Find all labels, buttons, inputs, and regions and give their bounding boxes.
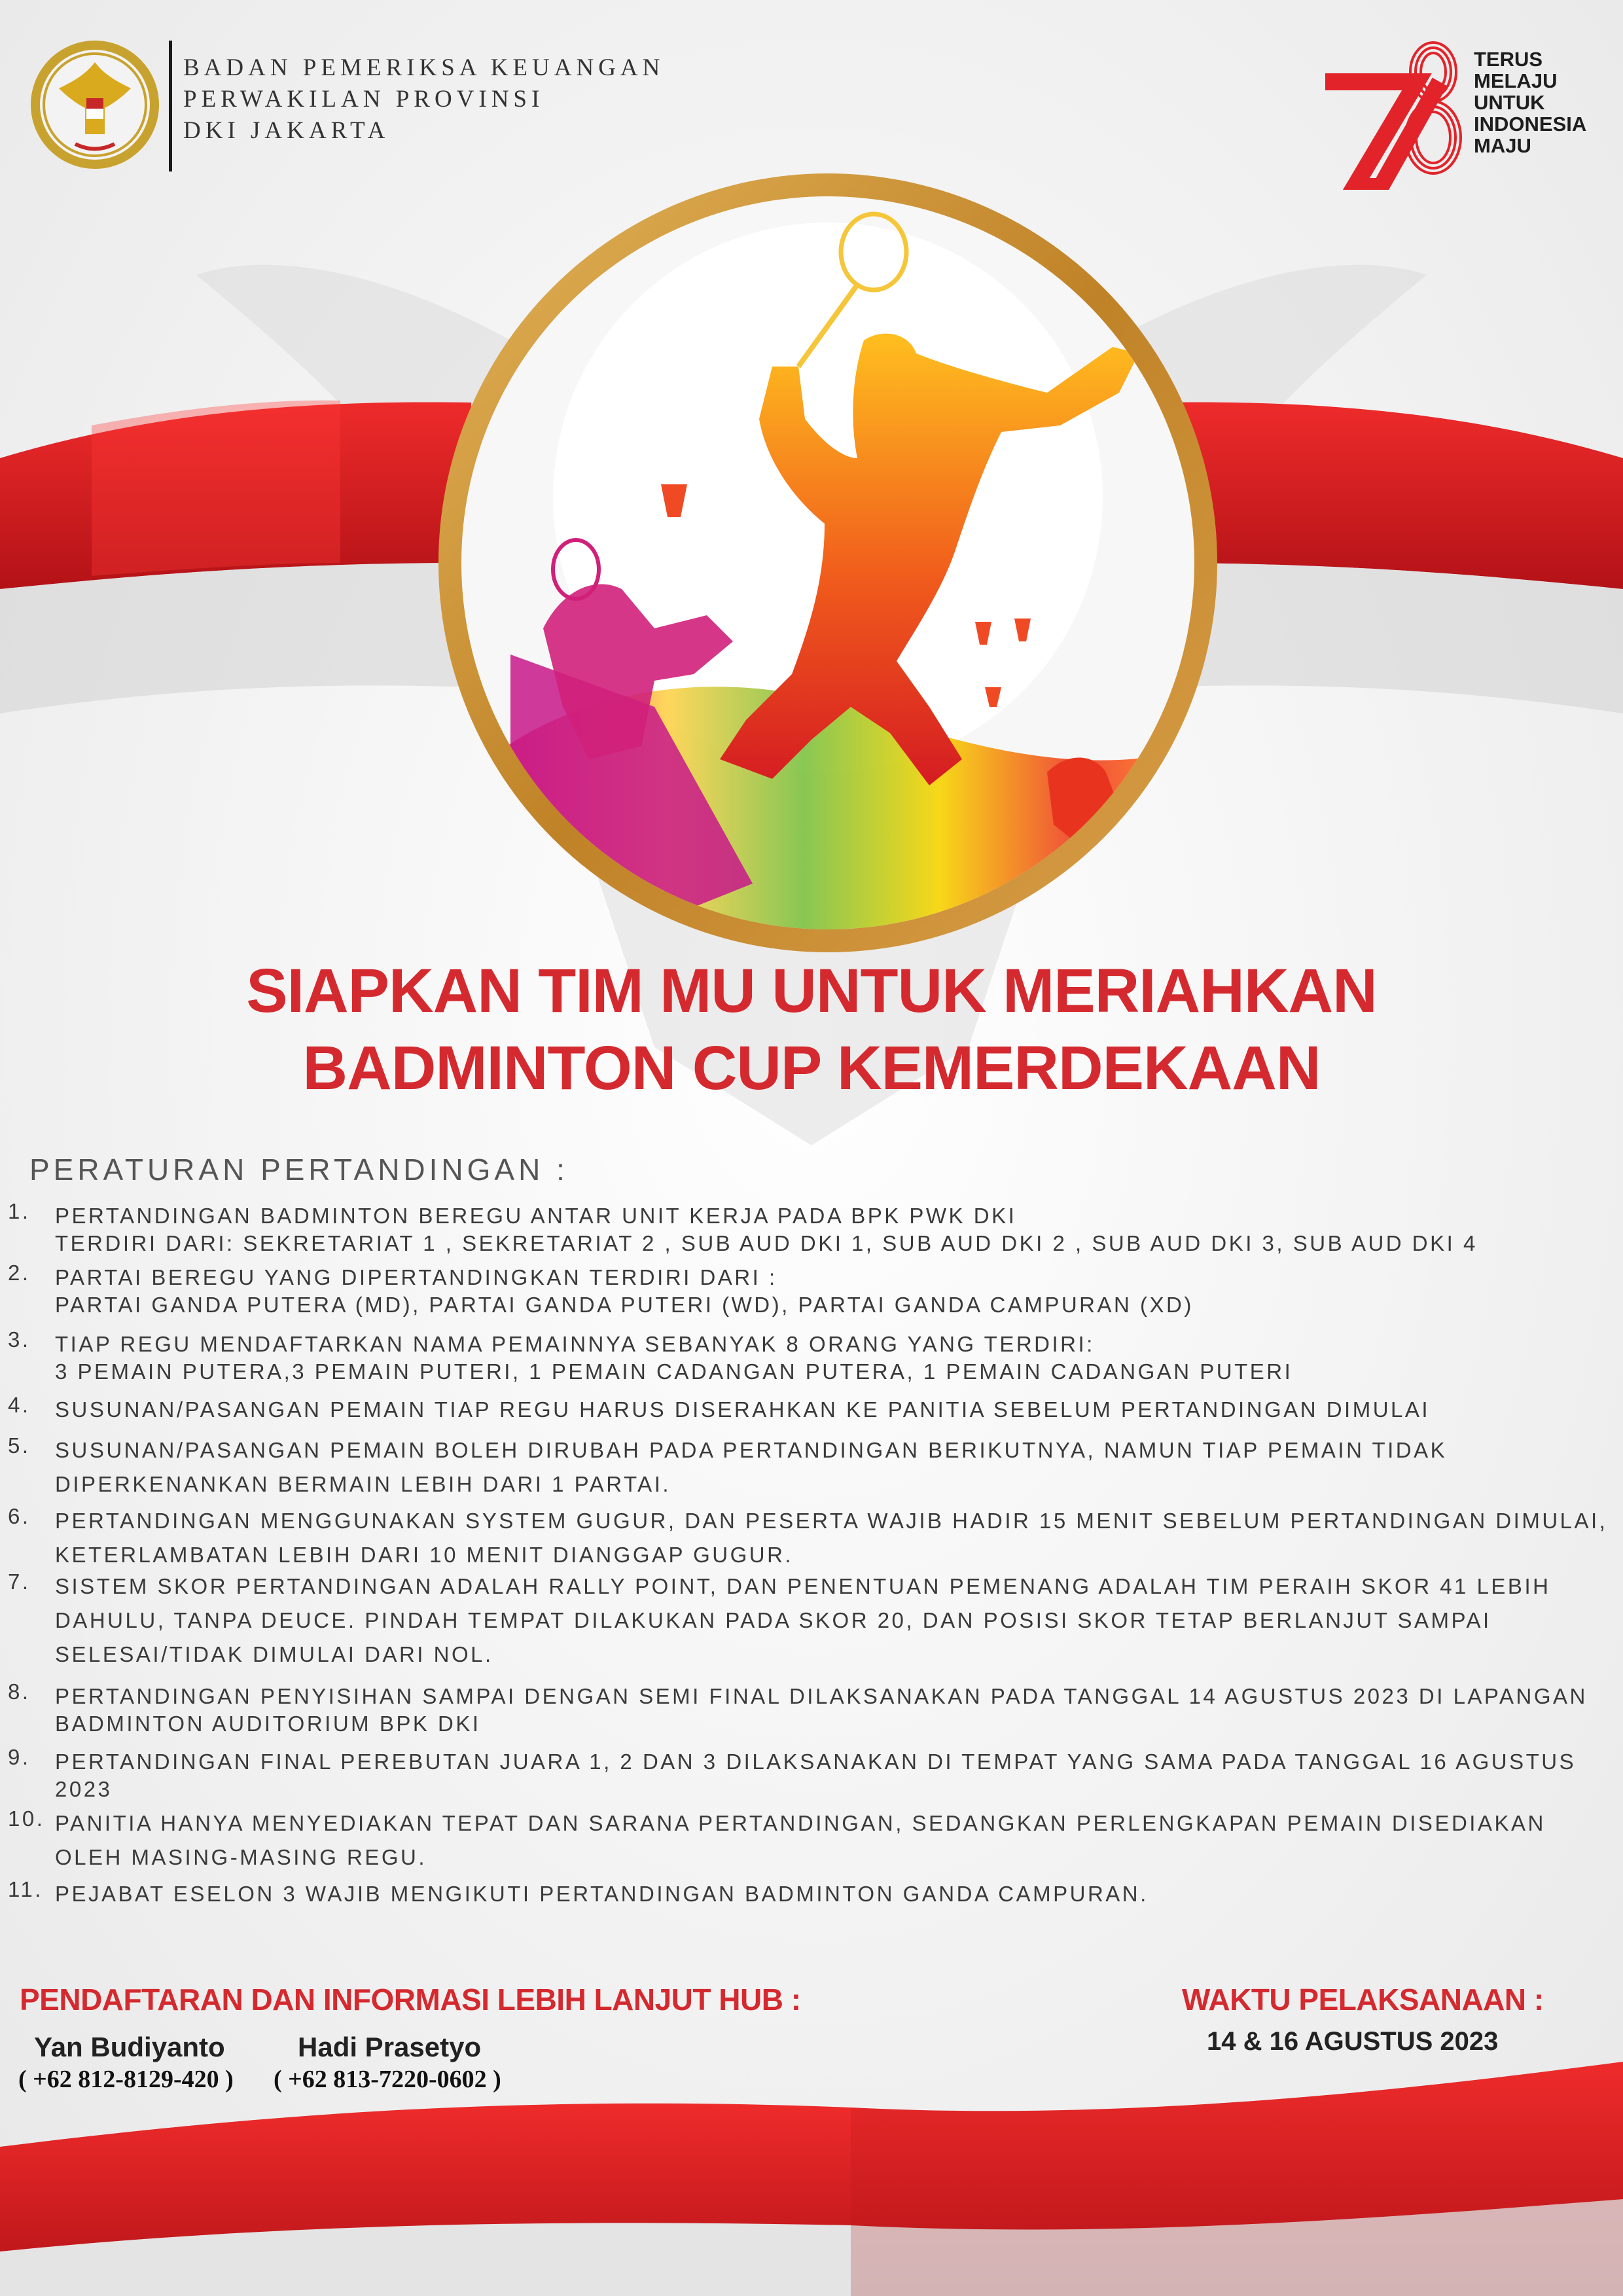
- rule-text: TERDIRI DARI: SEKRETARIAT 1 , SEKRETARIAT 2 , SUB AUD DKI 1, SUB AUD DKI 2 , SUB AUD DKI 3, SUB AUD DKI 4: [55, 1231, 1478, 1255]
- rule-text: PANITIA HANYA MENYEDIAKAN TEPAT DAN SARANA PERTANDINGAN, SEDANGKAN PERLENGKAPAN PEMAIN DISEDIAKAN: [55, 1811, 1546, 1835]
- rule-number: 8.: [8, 1679, 31, 1704]
- tagline-line: INDONESIA: [1474, 113, 1587, 135]
- organization-name: [183, 52, 664, 147]
- rule-text: PERTANDINGAN MENGGUNAKAN SYSTEM GUGUR, DAN PESERTA WAJIB HADIR 15 MENIT SEBELUM PERTANDINGAN DIMULAI,: [55, 1509, 1608, 1533]
- organization-line: PERWAKILAN PROVINSI: [183, 86, 544, 113]
- rule-text: PERTANDINGAN PENYISIHAN SAMPAI DENGAN SEMI FINAL DILAKSANAKAN PADA TANGGAL 14 AGUSTUS 2023 DI LAPANGAN: [55, 1684, 1588, 1708]
- rule-text: SISTEM SKOR PERTANDINGAN ADALAH RALLY POINT, DAN PENENTUAN PEMENANG ADALAH TIM PERAIH SKOR 41 LEBIH: [55, 1574, 1551, 1598]
- rule-number: 10.: [8, 1806, 45, 1831]
- rule-text: PERTANDINGAN FINAL PEREBUTAN JUARA 1, 2 DAN 3 DILAKSANAKAN DI TEMPAT YANG SAMA PADA TANGGAL 16 AGUSTUS: [55, 1749, 1577, 1774]
- rule-text: PARTAI BEREGU YANG DIPERTANDINGKAN TERDIRI DARI :: [55, 1265, 777, 1289]
- rule-text: 2023: [55, 1777, 113, 1801]
- schedule-dates: 14 & 16 AGUSTUS 2023: [1207, 2027, 1499, 2056]
- rule-number: 1.: [8, 1199, 31, 1223]
- rule-text: SELESAI/TIDAK DIMULAI DARI NOL.: [55, 1642, 493, 1666]
- headline-line-1: SIAPKAN TIM MU UNTUK MERIAHKAN: [246, 956, 1377, 1026]
- rule-text: TIAP REGU MENDAFTARKAN NAMA PEMAINNYA SEBANYAK 8 ORANG YANG TERDIRI:: [55, 1332, 1095, 1356]
- contact-phone: ( +62 813-7220-0602 ): [274, 2066, 501, 2093]
- tagline-line: MAJU: [1474, 134, 1531, 157]
- rule-text: PERTANDINGAN BADMINTON BEREGU ANTAR UNIT KERJA PADA BPK PWK DKI: [55, 1204, 1017, 1228]
- rule-text: PEJABAT ESELON 3 WAJIB MENGIKUTI PERTANDINGAN BADMINTON GANDA CAMPURAN.: [55, 1882, 1149, 1906]
- rule-number: 3.: [8, 1327, 31, 1352]
- organization-line: BADAN PEMERIKSA KEUANGAN: [183, 54, 665, 81]
- tagline-line: UNTUK: [1474, 91, 1545, 114]
- contact-phone: ( +62 812-8129-420 ): [18, 2066, 234, 2093]
- rule-text: KETERLAMBATAN LEBIH DARI 10 MENIT DIANGGAP GUGUR.: [55, 1543, 794, 1567]
- bpk-logo-icon: [26, 36, 164, 173]
- contact-name: Hadi Prasetyo: [298, 2032, 482, 2062]
- contact-name: Yan Budiyanto: [34, 2032, 225, 2062]
- rule-number: 5.: [8, 1433, 31, 1458]
- rule-text: DIPERKENANKAN BERMAIN LEBIH DARI 1 PARTAI.: [55, 1472, 671, 1496]
- organization-line: DKI JAKARTA: [183, 117, 390, 144]
- rule-number: 7.: [8, 1570, 31, 1594]
- rule-text: SUSUNAN/PASANGAN PEMAIN TIAP REGU HARUS DISERAHKAN KE PANITIA SEBELUM PERTANDINGAN DIMULAI: [55, 1397, 1431, 1422]
- anniversary-78-logo-icon: [1319, 26, 1466, 190]
- tagline-line: TERUS: [1474, 48, 1543, 71]
- rule-text: DAHULU, TANPA DEUCE. PINDAH TEMPAT DILAKUKAN PADA SKOR 20, DAN POSISI SKOR TETAP BERLANJUT SAMPAI: [55, 1608, 1491, 1632]
- header-divider: [169, 41, 172, 171]
- rule-number: 6.: [8, 1504, 31, 1528]
- rule-text: SUSUNAN/PASANGAN PEMAIN BOLEH DIRUBAH PADA PERTANDINGAN BERIKUTNYA, NAMUN TIAP PEMAIN TIDAK: [55, 1438, 1448, 1462]
- schedule-title: WAKTU PELAKSANAAN :: [1182, 1982, 1544, 2017]
- anniversary-tagline: [1474, 48, 1586, 156]
- headline-line-2: BADMINTON CUP KEMERDEKAAN: [302, 1033, 1321, 1103]
- rule-text: BADMINTON AUDITORIUM BPK DKI: [55, 1712, 481, 1736]
- rule-number: 4.: [8, 1393, 31, 1417]
- rule-text: PARTAI GANDA PUTERA (MD), PARTAI GANDA PUTERI (WD), PARTAI GANDA CAMPURAN (XD): [55, 1293, 1194, 1317]
- rule-text: OLEH MASING-MASING REGU.: [55, 1845, 427, 1869]
- rules-title: PERATURAN PERTANDINGAN :: [29, 1153, 569, 1187]
- rule-number: 9.: [8, 1745, 31, 1769]
- rule-text: 3 PEMAIN PUTERA,3 PEMAIN PUTERI, 1 PEMAIN CADANGAN PUTERA, 1 PEMAIN CADANGAN PUTERI: [55, 1359, 1293, 1384]
- contact-title: PENDAFTARAN DAN INFORMASI LEBIH LANJUT HUB :: [20, 1982, 801, 2017]
- rule-number: 2.: [8, 1261, 31, 1285]
- rule-number: 11.: [8, 1877, 43, 1901]
- tagline-line: MELAJU: [1474, 69, 1558, 92]
